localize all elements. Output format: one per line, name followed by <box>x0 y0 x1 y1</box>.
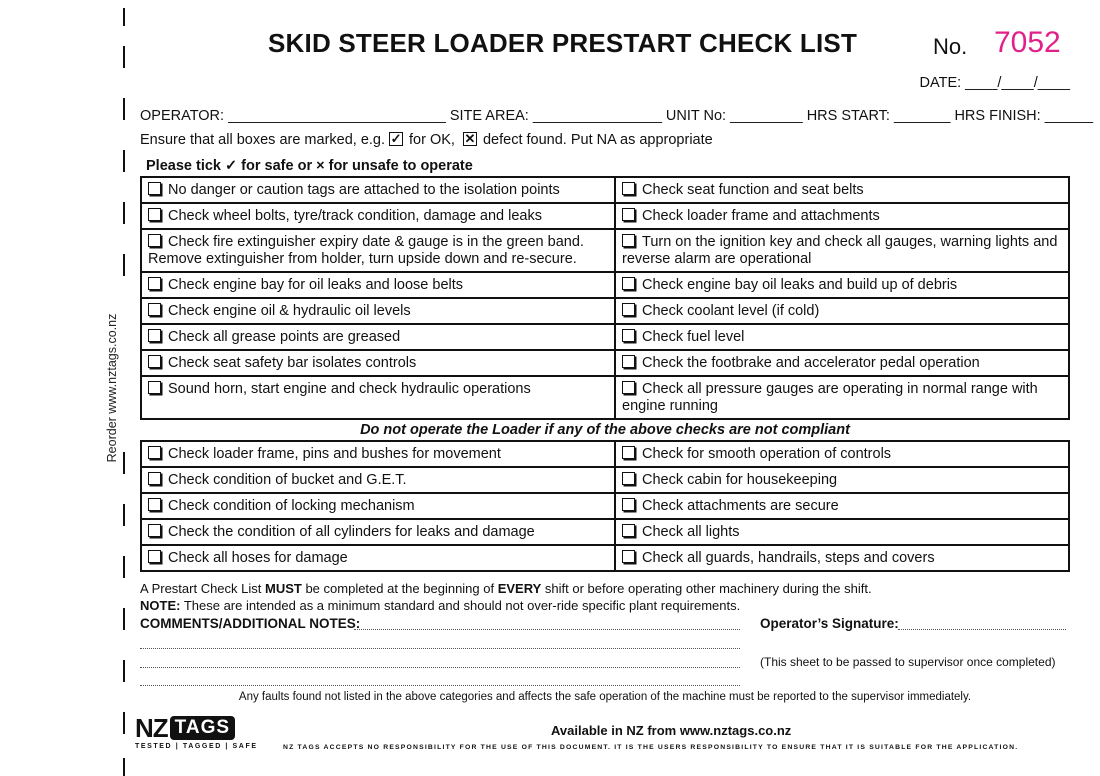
checklist-item <box>141 298 615 324</box>
available-text: Available in NZ from www.nztags.co.nz <box>551 723 792 738</box>
checkbox-icon[interactable] <box>622 446 635 459</box>
perforation-mark <box>123 254 125 276</box>
checkbox-icon[interactable] <box>148 381 161 394</box>
perforation-mark <box>123 46 125 68</box>
checklist-item-label: Check fuel level <box>642 329 745 345</box>
checklist-row <box>141 441 1069 467</box>
checkbox-icon[interactable] <box>622 550 635 563</box>
checkbox-icon[interactable] <box>622 472 635 485</box>
checklist-item <box>141 272 615 298</box>
checklist-item <box>615 350 1069 376</box>
comments-line[interactable] <box>140 685 740 686</box>
checklist-row <box>141 545 1069 571</box>
perforation-mark <box>123 608 125 630</box>
checklist-item <box>141 324 615 350</box>
operator-details-line[interactable]: OPERATOR: ___________________________ SITE AREA: ________________ UNIT No: _________ HRS START: _______ HRS FINISH: ______ <box>140 108 1094 124</box>
checklist-item-label: Check all guards, handrails, steps and covers <box>642 550 935 566</box>
checklist-row <box>141 229 1069 272</box>
checklist-item-label: Check attachments are secure <box>642 498 839 514</box>
checklist-item-label: Check the footbrake and accelerator pedal operation <box>642 355 980 371</box>
nztags-logo <box>135 713 258 750</box>
disclaimer-text: NZ TAGS ACCEPTS NO RESPONSIBILITY FOR THE USE OF THIS DOCUMENT. IT IS THE USERS RESPONSIBILITY TO ENSURE THAT IT IS SUITABLE FOR THE APPLICATION. <box>283 744 1019 751</box>
checklist-item <box>141 467 615 493</box>
checklist-item <box>615 545 1069 571</box>
checklist-item <box>615 229 1069 272</box>
checklist-row <box>141 272 1069 298</box>
checklist-item <box>615 519 1069 545</box>
checklist-row <box>141 519 1069 545</box>
checkbox-icon[interactable] <box>148 524 161 537</box>
checklist-item <box>615 203 1069 229</box>
number-label: No. <box>933 34 968 59</box>
checklist-item-label: Check engine bay oil leaks and build up of debris <box>642 277 958 293</box>
logo-tags-text: TAGS <box>170 716 235 740</box>
checkbox-icon[interactable] <box>148 182 161 195</box>
pass-to-supervisor-note: (This sheet to be passed to supervisor once completed) <box>760 655 1056 669</box>
checklist-item <box>141 177 615 203</box>
checklist-item-label: Turn on the ignition key and check all gauges, warning lights and reverse alarm are operational <box>622 234 1058 267</box>
checkbox-icon[interactable] <box>148 277 161 290</box>
comments-line[interactable] <box>140 667 740 668</box>
checklist-item <box>615 493 1069 519</box>
checklist-row <box>141 203 1069 229</box>
checklist-row <box>141 493 1069 519</box>
tick-instruction: Please tick ✓ for safe or × for unsafe to operate <box>146 158 473 174</box>
checklist-item-label: Check loader frame, pins and bushes for movement <box>168 446 501 462</box>
perforation-mark <box>123 660 125 682</box>
checklist-row <box>141 376 1069 419</box>
checklist-item <box>141 229 615 272</box>
reorder-side-text: Reorder www.nztags.co.nz <box>105 313 119 463</box>
checkbox-icon[interactable] <box>622 208 635 221</box>
ok-example-checkbox-icon: ✓ <box>390 131 402 146</box>
checklist-item-label: Check seat function and seat belts <box>642 182 864 198</box>
perforation-mark <box>123 452 125 474</box>
checklist-item-label: Check all lights <box>642 524 740 540</box>
perforation-mark <box>123 758 125 776</box>
checklist-item <box>615 467 1069 493</box>
checkbox-icon[interactable] <box>622 277 635 290</box>
checkbox-icon[interactable] <box>148 208 161 221</box>
checklist-item-label: Check engine bay for oil leaks and loose belts <box>168 277 464 293</box>
checklist-item-label: Check all hoses for damage <box>168 550 348 566</box>
checkbox-icon[interactable] <box>622 355 635 368</box>
checklist-section-2 <box>140 440 1070 572</box>
defect-text: defect found. Put NA as appropriate <box>482 132 713 148</box>
comments-line[interactable] <box>140 648 740 649</box>
checklist-row <box>141 467 1069 493</box>
checklist-item-label: Check condition of bucket and G.E.T. <box>168 472 407 488</box>
checkbox-icon[interactable] <box>148 303 161 316</box>
perforation-mark <box>123 8 125 26</box>
checklist-item <box>141 441 615 467</box>
checklist-item-label: Check seat safety bar isolates controls <box>168 355 417 371</box>
comments-label: COMMENTS/ADDITIONAL NOTES: <box>140 616 361 631</box>
checklist-item <box>141 493 615 519</box>
perforation-mark <box>123 712 125 734</box>
date-field[interactable]: DATE: ____/____/____ <box>919 75 1070 91</box>
note-text: These are intended as a minimum standard and should not over-ride specific plant requirements. <box>180 598 741 613</box>
checklist-item-label: Check coolant level (if cold) <box>642 303 820 319</box>
checkbox-icon[interactable] <box>622 329 635 342</box>
notice-text: A Prestart Check List <box>140 581 265 596</box>
checklist-row <box>141 324 1069 350</box>
serial-number: 7052 <box>994 26 1061 59</box>
perforation-mark <box>123 150 125 172</box>
checklist-item-label: Check fire extinguisher expiry date & gauge is in the green band. Remove extinguisher from holder, turn upside down and re-secure. <box>148 234 584 267</box>
checklist-item-label: Check the condition of all cylinders for leaks and damage <box>168 524 535 540</box>
checklist-item-label: Check engine oil & hydraulic oil levels <box>168 303 411 319</box>
note-line <box>140 598 740 613</box>
checklist-item <box>615 177 1069 203</box>
checklist-item-label: Check loader frame and attachments <box>642 208 880 224</box>
checklist-section-1 <box>140 176 1070 420</box>
checklist-item <box>141 350 615 376</box>
checkbox-icon[interactable] <box>622 234 635 247</box>
checkbox-icon[interactable] <box>148 329 161 342</box>
checklist-item-label: Sound horn, start engine and check hydraulic operations <box>168 381 531 397</box>
checkbox-icon[interactable] <box>148 550 161 563</box>
ok-text: for OK, <box>409 132 455 148</box>
checklist-item <box>615 272 1069 298</box>
page-title: SKID STEER LOADER PRESTART CHECK LIST <box>268 28 858 58</box>
checklist-item-label: Check for smooth operation of controls <box>642 446 892 462</box>
checklist-item <box>141 376 615 419</box>
checklist-item <box>615 298 1069 324</box>
checklist-item-label: Check wheel bolts, tyre/track condition, damage and leaks <box>168 208 542 224</box>
checklist-item-label: No danger or caution tags are attached to the isolation points <box>168 182 560 198</box>
checkbox-icon[interactable] <box>148 446 161 459</box>
checklist-item-label: Check cabin for housekeeping <box>642 472 838 488</box>
checklist-item <box>141 519 615 545</box>
notice-text: be completed at the beginning of <box>301 581 498 596</box>
checkbox-icon[interactable] <box>622 381 635 394</box>
notice-emphasis: EVERY <box>497 581 542 596</box>
perforation-mark <box>123 556 125 578</box>
checkbox-icon[interactable] <box>148 472 161 485</box>
notice-text: shift or before operating other machinery during the shift. <box>541 581 872 596</box>
warning-notice: Do not operate the Loader if any of the above checks are not compliant <box>360 422 850 438</box>
logo-nz-text: NZ <box>135 713 168 743</box>
checklist-item <box>615 324 1069 350</box>
perforation-mark <box>123 98 125 120</box>
note-label: NOTE: <box>140 598 181 613</box>
checkbox-icon[interactable] <box>622 498 635 511</box>
signature-label: Operator’s Signature: <box>760 616 899 631</box>
checklist-row <box>141 177 1069 203</box>
checkbox-icon[interactable] <box>148 234 161 247</box>
checklist-item <box>141 545 615 571</box>
checklist-row <box>141 350 1069 376</box>
comments-line[interactable] <box>354 629 740 630</box>
checklist-item <box>615 376 1069 419</box>
instruction-text: Ensure that all boxes are marked, e.g. <box>140 132 386 148</box>
checklist-item-label: Check all pressure gauges are operating in normal range with engine running <box>622 381 1038 414</box>
checkbox-icon[interactable] <box>622 182 635 195</box>
marking-instruction <box>140 132 713 148</box>
notice-emphasis: MUST <box>265 581 302 596</box>
perforation-mark <box>123 202 125 224</box>
checkbox-icon[interactable] <box>622 303 635 316</box>
checklist-item <box>141 203 615 229</box>
checkbox-icon[interactable] <box>148 498 161 511</box>
defect-example-checkbox-icon: ✕ <box>464 131 476 146</box>
logo-tagline: TESTED | TAGGED | SAFE <box>135 743 258 750</box>
signature-line[interactable] <box>898 629 1066 630</box>
must-complete-notice <box>140 581 872 596</box>
perforation-mark <box>123 504 125 526</box>
checklist-item-label: Check condition of locking mechanism <box>168 498 415 514</box>
checklist-item <box>615 441 1069 467</box>
checkbox-icon[interactable] <box>622 524 635 537</box>
checklist-row <box>141 298 1069 324</box>
checklist-item-label: Check all grease points are greased <box>168 329 401 345</box>
checkbox-icon[interactable] <box>148 355 161 368</box>
faults-notice: Any faults found not listed in the above categories and affects the safe operation of the machine must be reported to the supervisor immediately. <box>238 691 972 703</box>
